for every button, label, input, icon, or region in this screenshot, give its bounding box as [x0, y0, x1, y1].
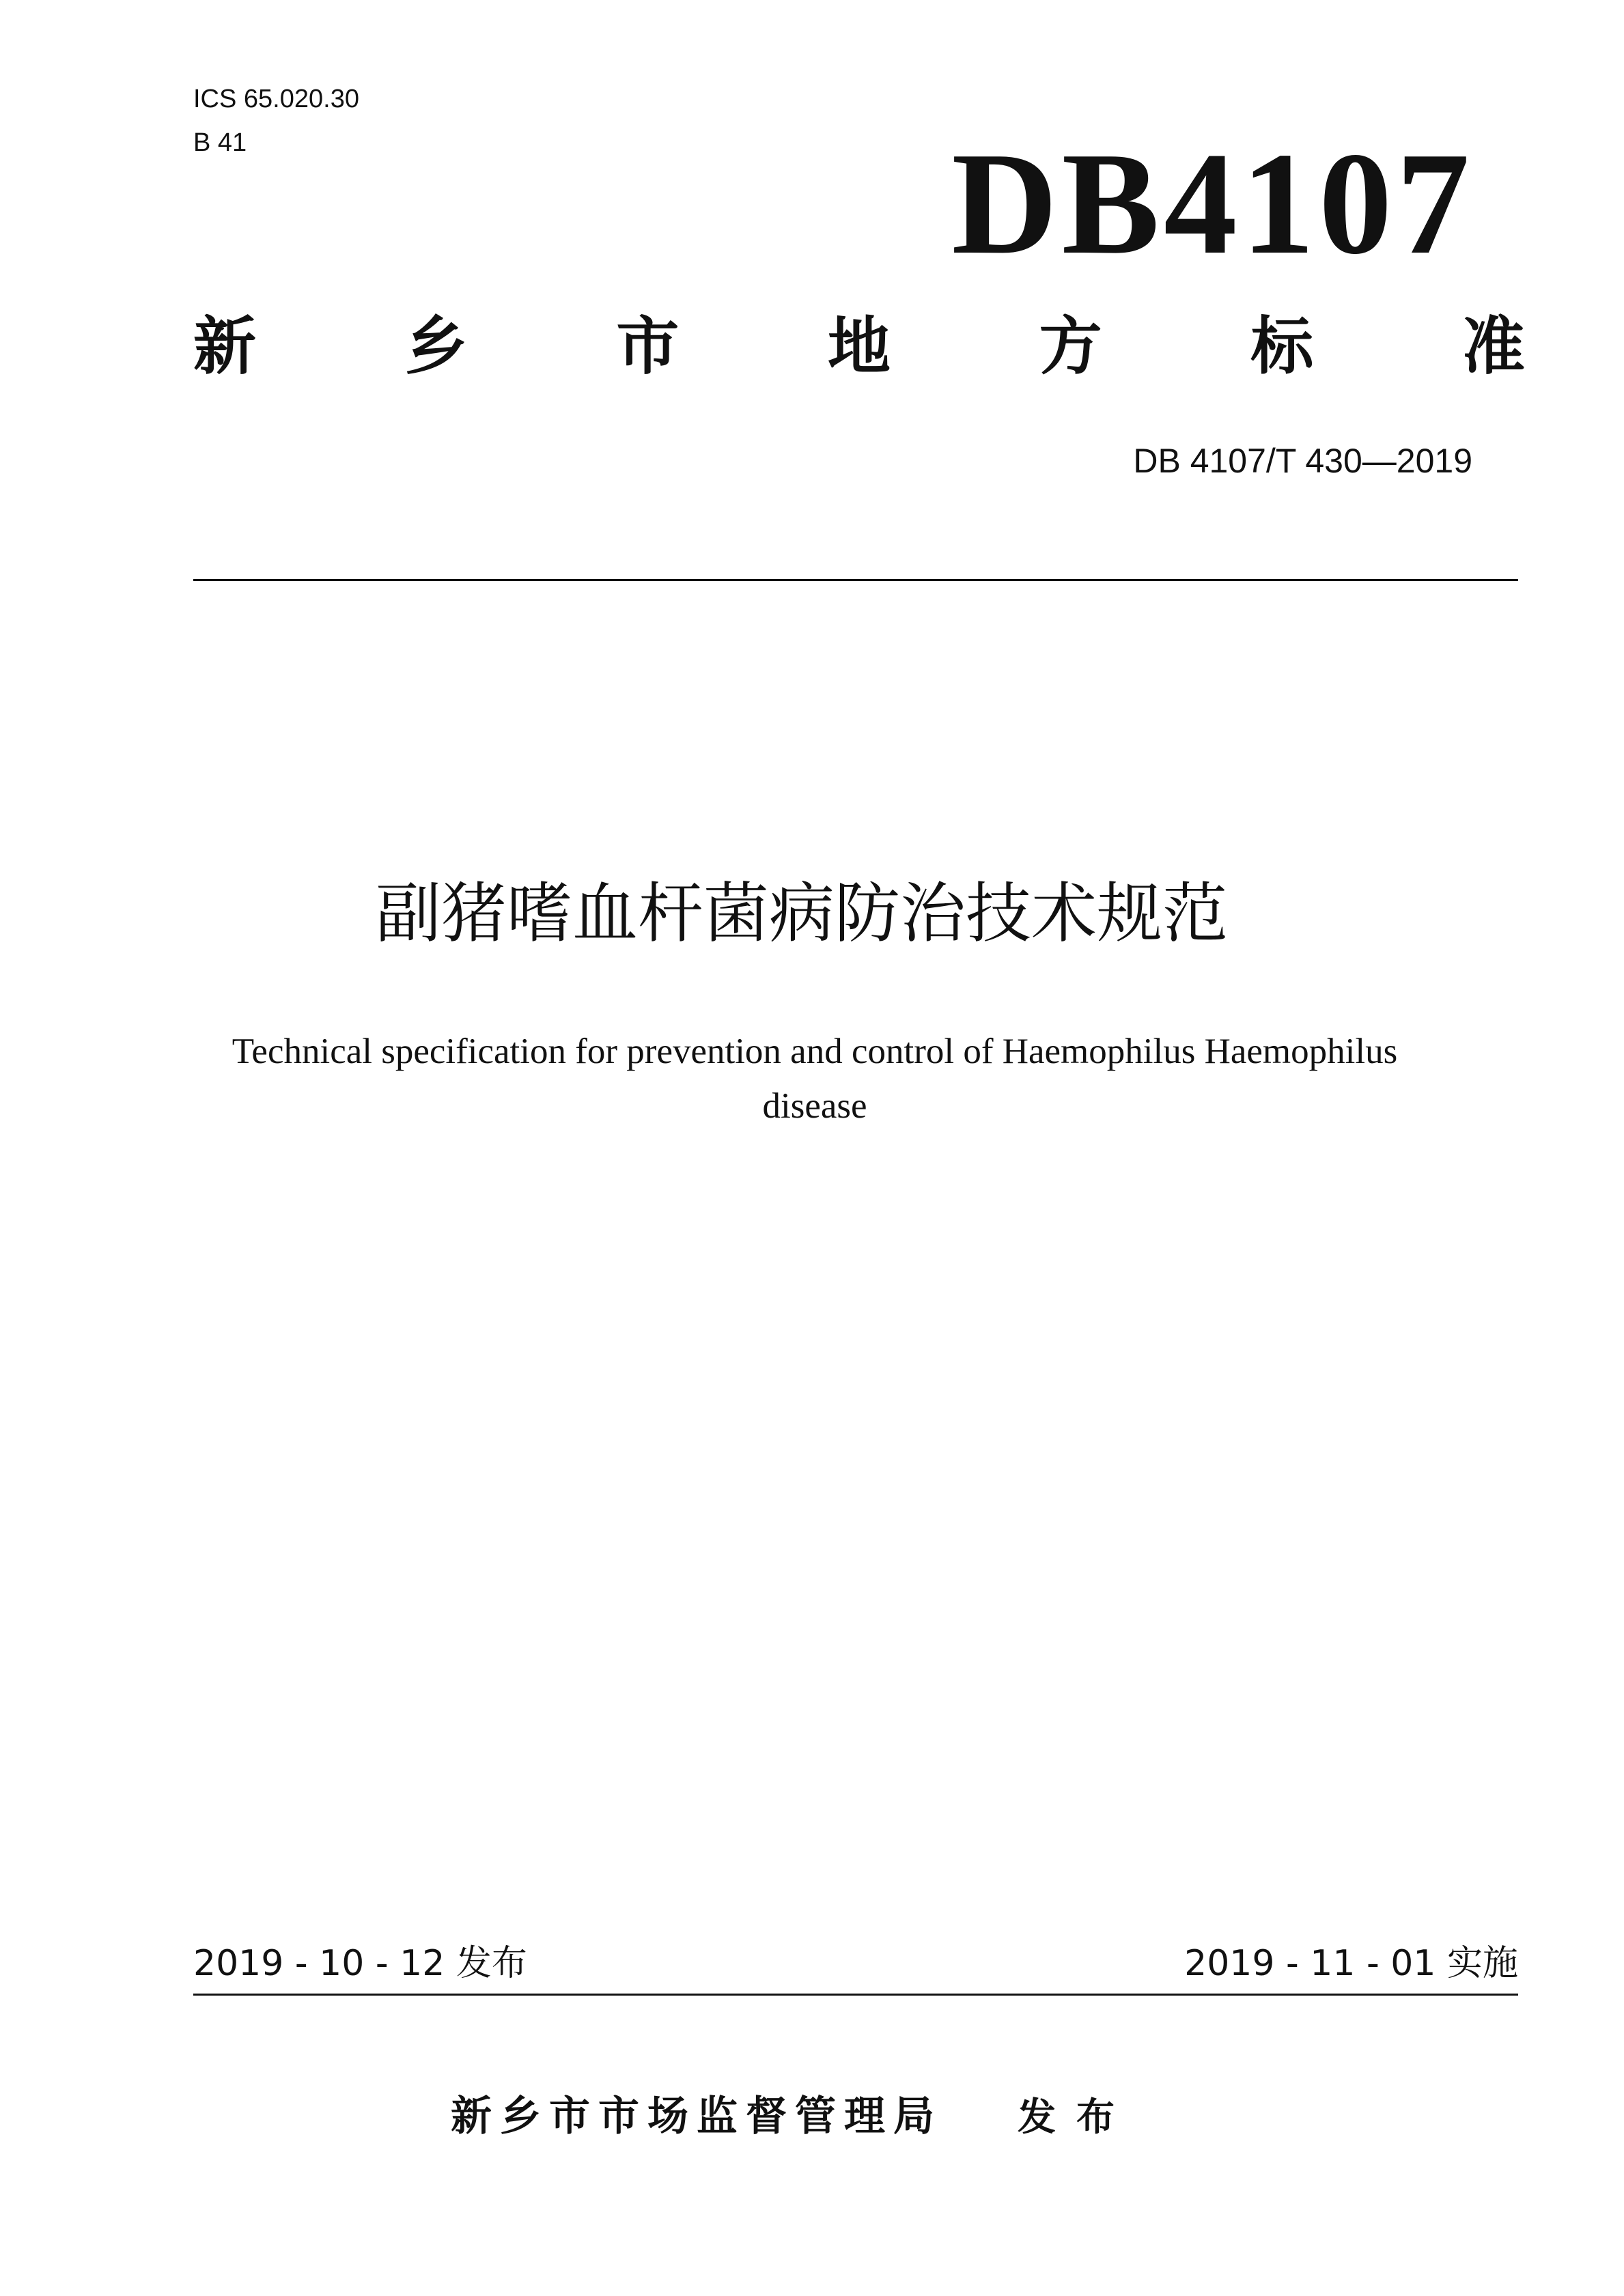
top-divider [193, 579, 1518, 581]
standard-type-char: 市 [616, 310, 680, 383]
issue-verb: 发布 [1018, 2095, 1135, 2140]
standard-type-char: 标 [1250, 310, 1314, 383]
standard-type-char: 准 [1461, 310, 1525, 383]
standard-type-char: 乡 [404, 310, 468, 383]
standard-type-char: 地 [827, 310, 891, 383]
standard-number: DB 4107/T 430—2019 [1133, 442, 1472, 480]
classification-code: B 41 [193, 128, 247, 157]
standard-type-heading [193, 310, 1525, 383]
bottom-divider [193, 1994, 1518, 1996]
title-english-line: Technical specification for prevention and control of Haemophilus Haemophilus [232, 1032, 1398, 1071]
ics-code: ICS 65.020.30 [193, 85, 359, 113]
standard-code-large: DB4107 [951, 122, 1474, 285]
implementation-date: 2019 - 11 - 01 实施 [1184, 1943, 1518, 1984]
standard-type-char: 新 [193, 310, 257, 383]
document-title-chinese: 副猪嗜血杆菌病防治技术规范 [376, 875, 1228, 952]
issuer-name: 新乡市市场监督管理局 [451, 2093, 942, 2140]
standard-type-char: 方 [1039, 310, 1102, 383]
title-english-line: disease [762, 1086, 867, 1126]
release-date: 2019 - 10 - 12 发布 [193, 1943, 527, 1984]
document-title-english [193, 1024, 1436, 1133]
issuer-line [451, 2093, 1135, 2140]
